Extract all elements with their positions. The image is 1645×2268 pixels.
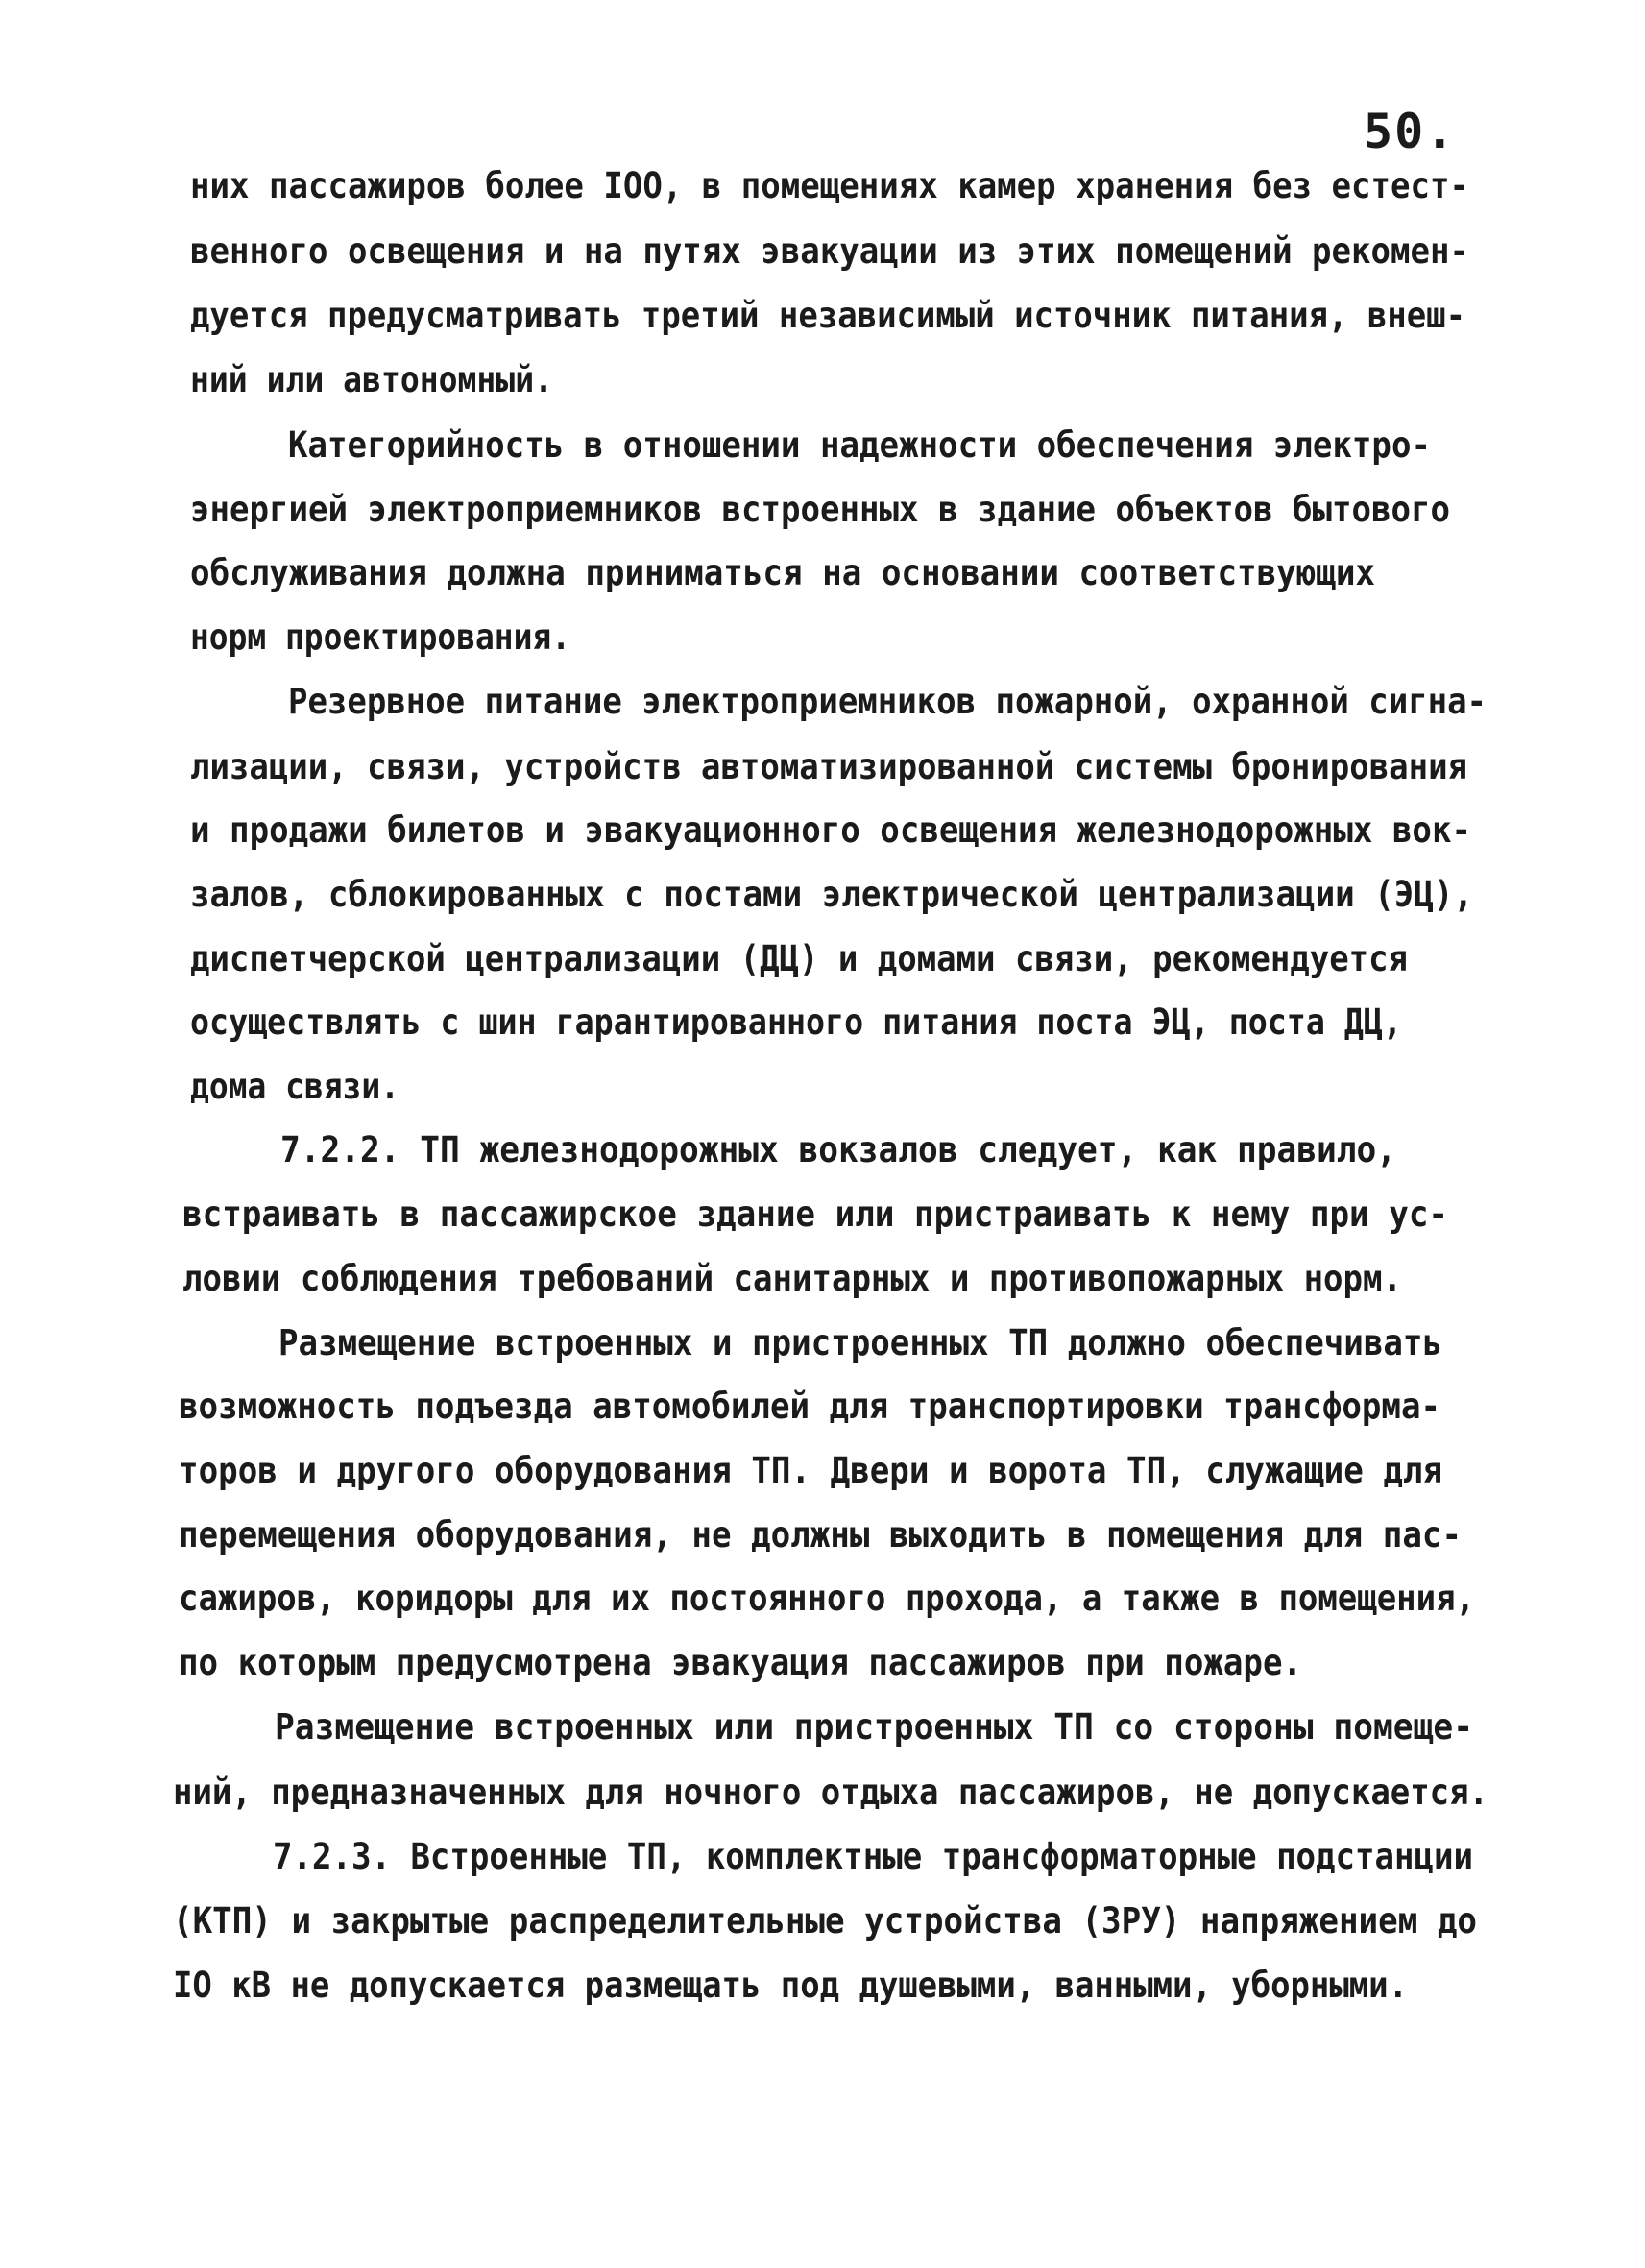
text-line: 7.2.2. ТП железнодорожных вокзалов следует, как правило, (280, 1129, 1396, 1170)
text-line: лизации, связи, устройств автоматизированной системы бронирования (190, 746, 1467, 787)
text-line: Категорийность в отношении надежности обеспечения электро- (288, 424, 1431, 466)
text-line: встраивать в пассажирское здание или пристраивать к нему при ус- (182, 1194, 1448, 1235)
text-line: Размещение встроенных и пристроенных ТП должно обеспечивать (278, 1322, 1442, 1363)
text-line: ловии соблюдения требований санитарных и противопожарных норм. (182, 1258, 1402, 1299)
text-line: перемещения оборудования, не должны выходить в помещения для пас- (179, 1514, 1462, 1556)
text-line: дуется предусматривать третий независимый источник питания, внеш- (190, 295, 1465, 336)
text-line: ний или автономный. (190, 359, 553, 400)
text-line: (КТП) и закрытые распределительные устройства (ЗРУ) напряжением до (173, 1900, 1477, 1942)
text-line: осуществлять с шин гарантированного питания поста ЭЦ, поста ДЦ, (190, 1001, 1402, 1043)
text-line: них пассажиров более IOO, в помещениях камер хранения без естест- (190, 165, 1469, 206)
text-line: норм проектирования. (190, 616, 570, 658)
text-line: IO кВ не допускается размещать под душевыми, ванными, уборными. (173, 1965, 1408, 2006)
text-line: Размещение встроенных или пристроенных ТП со стороны помеще- (275, 1706, 1473, 1748)
page-number: 50. (1364, 104, 1457, 159)
text-line: и продажи билетов и эвакуационного освещения железнодорожных вок- (190, 809, 1471, 851)
text-line: венного освещения и на путях эвакуации из этих помещений рекомен- (190, 230, 1469, 272)
text-line: торов и другого оборудования ТП. Двери и ворота ТП, служащие для (179, 1450, 1442, 1491)
text-line: дома связи. (190, 1066, 399, 1107)
text-line: энергией электроприемников встроенных в здание объектов бытового (190, 489, 1450, 530)
text-line: Резервное питание электроприемников пожарной, охранной сигна- (288, 681, 1487, 722)
text-line: сажиров, коридоры для их постоянного прохода, а также в помещения, (179, 1578, 1475, 1619)
text-line: 7.2.3. Встроенные ТП, комплектные трансформаторные подстанции (273, 1836, 1473, 1877)
text-line: ний, предназначенных для ночного отдыха пассажиров, не допускается. (173, 1772, 1488, 1813)
text-line: возможность подъезда автомобилей для транспортировки трансформа- (179, 1386, 1440, 1427)
text-line: обслуживания должна приниматься на основании соответствующих (190, 552, 1375, 593)
text-line: залов, сблокированных с постами электрической централизации (ЭЦ), (190, 874, 1473, 915)
text-line: по которым предусмотрена эвакуация пассажиров при пожаре. (179, 1642, 1302, 1683)
text-line: диспетчерской централизации (ДЦ) и домами связи, рекомендуется (190, 938, 1408, 979)
